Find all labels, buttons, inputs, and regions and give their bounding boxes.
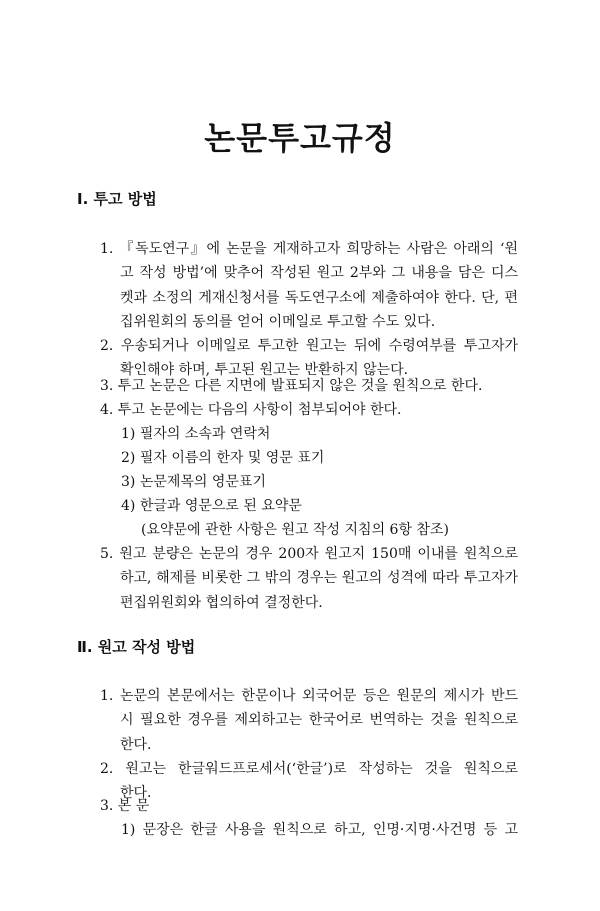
item-line: 고 작성 방법’에 맞추어 작성된 원고 2부와 그 내용을 담은 디스 <box>120 265 518 282</box>
sub-item-3 <box>121 470 266 494</box>
item-line: 3) 논문제목의 영문표기 <box>121 474 266 490</box>
item-line: 시 필요한 경우를 제외하고는 한국어로 번역하는 것을 원칙으로 <box>120 712 518 729</box>
list-item-1-5 <box>100 542 518 615</box>
sub-item-1 <box>121 422 270 446</box>
item-line: 확인해야 하며, 투고된 원고는 반환하지 않는다. <box>120 362 409 379</box>
item-line: 2) 필자 이름의 한자 및 영문 표기 <box>121 450 325 466</box>
section-heading-1: Ⅰ. 투고 방법 <box>77 190 157 208</box>
list-item-2-2 <box>100 757 518 806</box>
sub-item-4 <box>121 494 302 518</box>
item-line: 집위원회의 동의를 얻어 이메일로 투고할 수도 있다. <box>120 314 436 331</box>
list-item-1-3 <box>100 374 482 398</box>
list-item-2-1 <box>100 684 518 757</box>
item-line: 2. 우송되거나 이메일로 투고한 원고는 뒤에 수령여부를 투고자가 <box>100 338 518 354</box>
item-line: 1) 문장은 한글 사용을 원칙으로 하고, 인명·지명·사건명 등 고 <box>121 822 518 838</box>
item-line: 5. 원고 분량은 논문의 경우 200자 원고지 150매 이내를 원칙으로 <box>100 546 518 562</box>
item-line: 4) 한글과 영문으로 된 요약문 <box>121 498 302 514</box>
sub-item-note <box>141 518 449 542</box>
sub-item-2-3-1 <box>121 818 518 842</box>
list-item-1-1 <box>100 237 518 335</box>
sub-item-2 <box>121 446 324 470</box>
item-line: 하고, 해제를 비롯한 그 밖의 경우는 원고의 성격에 따라 투고자가 <box>120 570 518 587</box>
item-line: 1. 『독도연구』에 논문을 게재하고자 희망하는 사람은 아래의 ‘원 <box>100 241 518 257</box>
list-item-1-4 <box>100 398 401 422</box>
item-line: 2. 원고는 한글워드프로세서(‘한글’)로 작성하는 것을 원칙으로 <box>100 761 518 777</box>
item-line: 4. 투고 논문에는 다음의 사항이 첨부되어야 한다. <box>100 402 402 418</box>
item-line: 1. 논문의 본문에서는 한문이나 외국어문 등은 원문의 제시가 반드 <box>100 688 518 704</box>
section-heading-2: Ⅱ. 원고 작성 방법 <box>77 638 196 656</box>
item-line: 한다. <box>120 785 152 802</box>
list-item-2-3 <box>100 794 149 818</box>
item-line: 3. 본 문 <box>100 798 150 814</box>
item-line: 3. 투고 논문은 다른 지면에 발표되지 않은 것을 원칙으로 한다. <box>100 378 483 394</box>
item-line: 한다. <box>120 736 152 753</box>
page-title: 논문투고규정 <box>204 119 396 157</box>
item-line: 편집위원회와 협의하여 결정한다. <box>120 594 323 611</box>
item-line: 켓과 소정의 게재신청서를 독도연구소에 제출하여야 한다. 단, 편 <box>120 289 518 306</box>
item-line: (요약문에 관한 사항은 원고 작성 지침의 6항 참조) <box>141 522 449 538</box>
item-line: 1) 필자의 소속과 연락처 <box>121 426 271 442</box>
